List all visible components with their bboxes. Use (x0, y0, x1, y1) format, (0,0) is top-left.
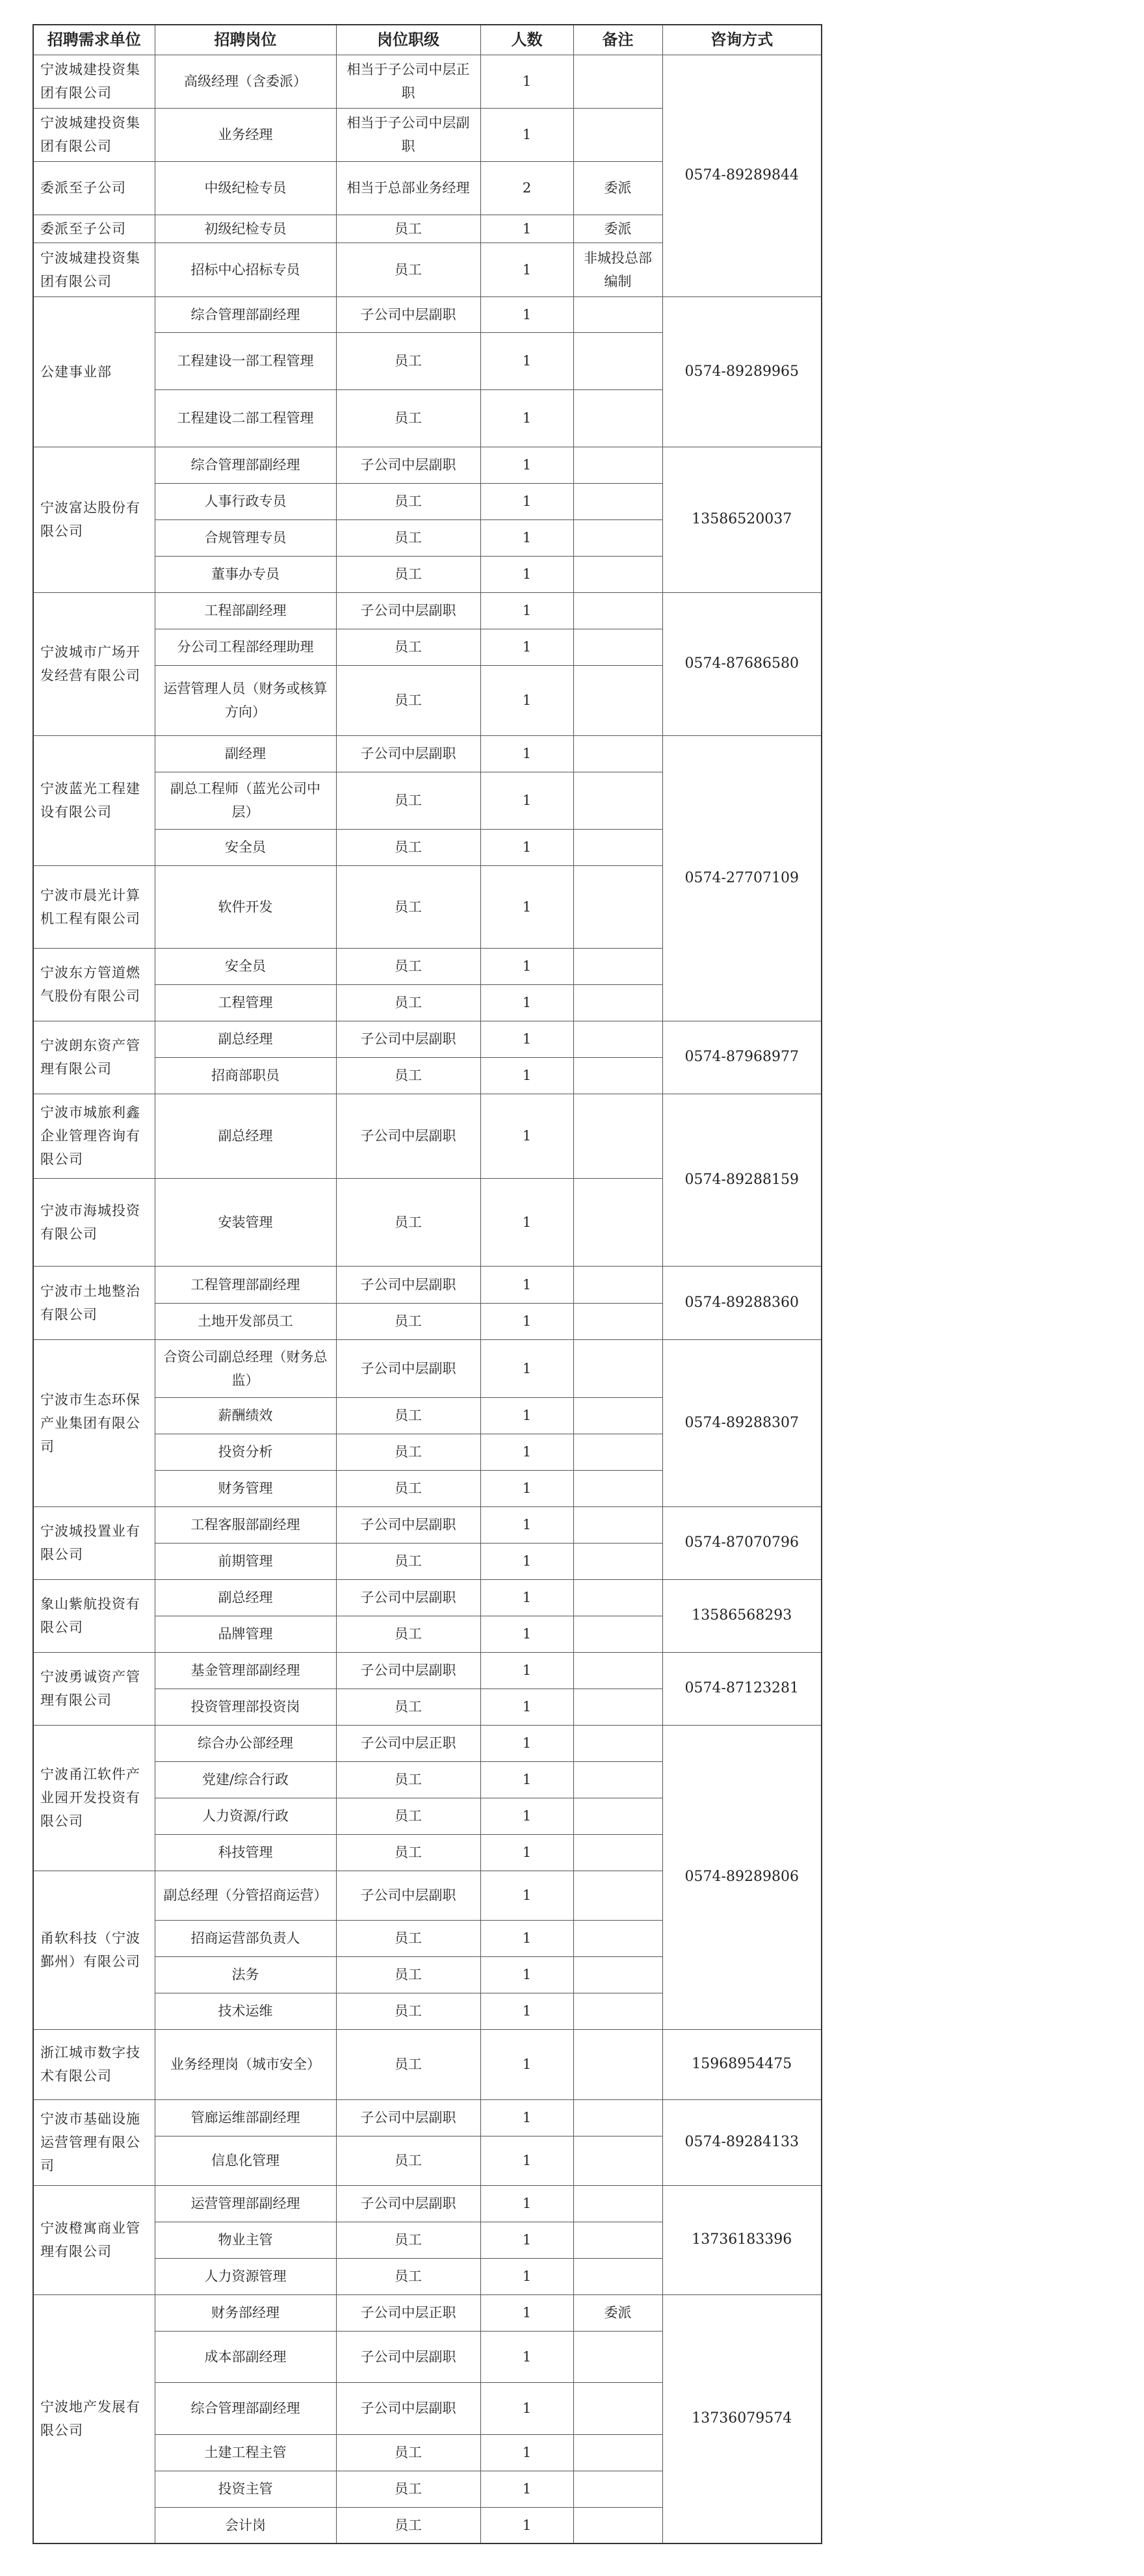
level-cell: 员工 (336, 2222, 480, 2258)
contact-cell: 13586520037 (662, 447, 822, 592)
count-cell: 1 (480, 1266, 573, 1303)
recruitment-table (32, 24, 822, 2544)
level-cell: 员工 (336, 1057, 480, 1094)
count-cell: 1 (480, 1178, 573, 1266)
level-cell: 员工 (336, 1689, 480, 1725)
level-cell: 子公司中层副职 (336, 735, 480, 772)
count-cell: 1 (480, 2258, 573, 2294)
post-cell: 综合管理部副经理 (155, 2382, 336, 2434)
unit-cell: 宁波蓝光工程建设有限公司 (33, 735, 155, 865)
post-cell: 分公司工程部经理助理 (155, 629, 336, 665)
post-cell: 成本部副经理 (155, 2331, 336, 2382)
table-row (33, 2029, 822, 2099)
level-cell: 员工 (336, 1303, 480, 1339)
contact-cell: 0574-27707109 (662, 735, 822, 1021)
note-cell (573, 1920, 662, 1956)
count-cell: 1 (480, 1616, 573, 1652)
unit-cell: 宁波勇诚资产管理有限公司 (33, 1652, 155, 1725)
note-cell (573, 1616, 662, 1652)
level-cell: 子公司中层副职 (336, 1339, 480, 1397)
note-cell (573, 1266, 662, 1303)
unit-cell: 委派至子公司 (33, 215, 155, 243)
post-cell: 工程部副经理 (155, 592, 336, 629)
count-cell: 1 (480, 2099, 573, 2136)
note-cell (573, 389, 662, 447)
post-cell: 副总经理 (155, 1021, 336, 1057)
note-cell (573, 447, 662, 483)
post-cell: 信息化管理 (155, 2136, 336, 2185)
post-cell: 财务管理 (155, 1470, 336, 1506)
count-cell: 1 (480, 1956, 573, 1993)
table-row (33, 1652, 822, 1689)
note-cell: 委派 (573, 161, 662, 215)
contact-cell: 0574-89288307 (662, 1339, 822, 1506)
note-cell (573, 1579, 662, 1616)
post-cell: 土建工程主管 (155, 2434, 336, 2471)
note-cell (573, 1798, 662, 1834)
note-cell (573, 108, 662, 161)
unit-cell: 宁波地产发展有限公司 (33, 2294, 155, 2543)
level-cell: 子公司中层副职 (336, 2331, 480, 2382)
count-cell: 1 (480, 984, 573, 1021)
count-cell: 1 (480, 1021, 573, 1057)
post-cell: 人力资源管理 (155, 2258, 336, 2294)
count-cell: 1 (480, 2434, 573, 2471)
unit-cell: 公建事业部 (33, 296, 155, 447)
post-cell: 综合管理部副经理 (155, 296, 336, 332)
contact-cell: 0574-89288360 (662, 1266, 822, 1339)
level-cell: 员工 (336, 1397, 480, 1434)
note-cell (573, 2136, 662, 2185)
unit-cell: 甬软科技（宁波鄞州）有限公司 (33, 1871, 155, 2029)
header-count: 人数 (480, 25, 573, 55)
count-cell: 1 (480, 2507, 573, 2543)
post-cell: 人事行政专员 (155, 483, 336, 519)
count-cell: 1 (480, 1094, 573, 1178)
level-cell: 员工 (336, 332, 480, 389)
level-cell: 员工 (336, 556, 480, 592)
table-row (33, 447, 822, 483)
post-cell: 合资公司副总经理（财务总监） (155, 1339, 336, 1397)
count-cell: 1 (480, 556, 573, 592)
note-cell (573, 1339, 662, 1397)
level-cell: 员工 (336, 772, 480, 829)
note-cell (573, 665, 662, 735)
count-cell: 1 (480, 2294, 573, 2331)
unit-cell: 宁波市生态环保产业集团有限公司 (33, 1339, 155, 1506)
note-cell (573, 519, 662, 556)
contact-cell: 15968954475 (662, 2029, 822, 2099)
count-cell: 1 (480, 2136, 573, 2185)
post-cell: 初级纪检专员 (155, 215, 336, 243)
post-cell: 工程建设一部工程管理 (155, 332, 336, 389)
note-cell: 非城投总部编制 (573, 243, 662, 296)
level-cell: 相当于子公司中层副职 (336, 108, 480, 161)
level-cell: 相当于总部业务经理 (336, 161, 480, 215)
note-cell (573, 55, 662, 108)
level-cell: 员工 (336, 1834, 480, 1871)
post-cell: 薪酬绩效 (155, 1397, 336, 1434)
count-cell: 1 (480, 1920, 573, 1956)
level-cell: 员工 (336, 2258, 480, 2294)
count-cell: 1 (480, 1579, 573, 1616)
count-cell: 1 (480, 215, 573, 243)
contact-cell: 13736079574 (662, 2294, 822, 2543)
count-cell: 1 (480, 1993, 573, 2029)
unit-cell: 宁波朗东资产管理有限公司 (33, 1021, 155, 1094)
unit-cell: 宁波市晨光计算机工程有限公司 (33, 865, 155, 948)
note-cell (573, 2471, 662, 2507)
level-cell: 子公司中层副职 (336, 1021, 480, 1057)
table-row (33, 296, 822, 332)
table-row (33, 1579, 822, 1616)
post-cell: 安全员 (155, 829, 336, 865)
post-cell: 副总工程师（蓝光公司中层） (155, 772, 336, 829)
note-cell (573, 1834, 662, 1871)
count-cell: 1 (480, 389, 573, 447)
count-cell: 1 (480, 447, 573, 483)
note-cell (573, 1094, 662, 1178)
post-cell: 运营管理部副经理 (155, 2185, 336, 2222)
unit-cell: 委派至子公司 (33, 161, 155, 215)
post-cell: 土地开发部员工 (155, 1303, 336, 1339)
unit-cell: 宁波富达股份有限公司 (33, 447, 155, 592)
level-cell: 子公司中层副职 (336, 296, 480, 332)
post-cell: 会计岗 (155, 2507, 336, 2543)
level-cell: 子公司中层副职 (336, 1266, 480, 1303)
post-cell: 副总经理 (155, 1579, 336, 1616)
count-cell: 1 (480, 2222, 573, 2258)
table-row (33, 1725, 822, 1761)
count-cell: 1 (480, 1506, 573, 1543)
count-cell: 1 (480, 1339, 573, 1397)
level-cell: 员工 (336, 243, 480, 296)
count-cell: 1 (480, 243, 573, 296)
count-cell: 1 (480, 519, 573, 556)
table-row (33, 2294, 822, 2331)
count-cell: 1 (480, 332, 573, 389)
post-cell: 业务经理岗（城市安全） (155, 2029, 336, 2099)
post-cell: 合规管理专员 (155, 519, 336, 556)
unit-cell: 宁波市基础设施运营管理有限公司 (33, 2099, 155, 2185)
count-cell: 1 (480, 296, 573, 332)
post-cell: 综合管理部副经理 (155, 447, 336, 483)
contact-cell: 0574-87686580 (662, 592, 822, 735)
level-cell: 员工 (336, 2471, 480, 2507)
level-cell: 员工 (336, 389, 480, 447)
post-cell: 副总经理（分管招商运营） (155, 1871, 336, 1920)
post-cell: 中级纪检专员 (155, 161, 336, 215)
level-cell: 员工 (336, 1956, 480, 1993)
unit-cell: 宁波市海城投资有限公司 (33, 1178, 155, 1266)
level-cell: 员工 (336, 215, 480, 243)
count-cell: 1 (480, 483, 573, 519)
note-cell (573, 2434, 662, 2471)
level-cell: 子公司中层副职 (336, 447, 480, 483)
table-row (33, 2099, 822, 2136)
count-cell: 1 (480, 772, 573, 829)
level-cell: 员工 (336, 483, 480, 519)
note-cell (573, 1303, 662, 1339)
note-cell (573, 2185, 662, 2222)
header-post: 招聘岗位 (155, 25, 336, 55)
contact-cell: 0574-89289844 (662, 55, 822, 296)
level-cell: 员工 (336, 1993, 480, 2029)
note-cell (573, 592, 662, 629)
note-cell (573, 296, 662, 332)
post-cell: 高级经理（含委派） (155, 55, 336, 108)
note-cell: 委派 (573, 215, 662, 243)
level-cell: 子公司中层正职 (336, 2294, 480, 2331)
note-cell (573, 1397, 662, 1434)
level-cell: 员工 (336, 1543, 480, 1579)
contact-cell: 0574-87968977 (662, 1021, 822, 1094)
table-row (33, 55, 822, 108)
count-cell: 1 (480, 629, 573, 665)
post-cell: 技术运维 (155, 1993, 336, 2029)
header-note: 备注 (573, 25, 662, 55)
post-cell: 招商运营部负责人 (155, 1920, 336, 1956)
level-cell: 员工 (336, 519, 480, 556)
header-level: 岗位职级 (336, 25, 480, 55)
post-cell: 法务 (155, 1956, 336, 1993)
count-cell: 1 (480, 108, 573, 161)
count-cell: 1 (480, 1725, 573, 1761)
post-cell: 投资主管 (155, 2471, 336, 2507)
level-cell: 员工 (336, 2434, 480, 2471)
contact-cell: 0574-89289965 (662, 296, 822, 447)
level-cell: 员工 (336, 865, 480, 948)
unit-cell: 象山紫航投资有限公司 (33, 1579, 155, 1652)
note-cell (573, 829, 662, 865)
unit-cell: 宁波橙寓商业管理有限公司 (33, 2185, 155, 2294)
header-row (33, 25, 822, 55)
unit-cell: 宁波市土地整治有限公司 (33, 1266, 155, 1339)
level-cell: 子公司中层副职 (336, 1652, 480, 1689)
count-cell: 1 (480, 1798, 573, 1834)
post-cell: 软件开发 (155, 865, 336, 948)
post-cell: 业务经理 (155, 108, 336, 161)
unit-cell: 宁波甬江软件产业园开发投资有限公司 (33, 1725, 155, 1871)
post-cell: 前期管理 (155, 1543, 336, 1579)
contact-cell: 0574-87123281 (662, 1652, 822, 1725)
count-cell: 1 (480, 829, 573, 865)
count-cell: 1 (480, 1689, 573, 1725)
count-cell: 2 (480, 161, 573, 215)
unit-cell: 宁波城建投资集团有限公司 (33, 243, 155, 296)
post-cell: 工程管理部副经理 (155, 1266, 336, 1303)
note-cell (573, 735, 662, 772)
contact-cell: 0574-89288159 (662, 1094, 822, 1266)
contact-cell: 0574-89289806 (662, 1725, 822, 2029)
table-row (33, 1339, 822, 1397)
post-cell: 副总经理 (155, 1094, 336, 1178)
count-cell: 1 (480, 55, 573, 108)
note-cell (573, 2258, 662, 2294)
post-cell: 基金管理部副经理 (155, 1652, 336, 1689)
header-contact: 咨询方式 (662, 25, 822, 55)
count-cell: 1 (480, 665, 573, 735)
table-row (33, 1506, 822, 1543)
note-cell (573, 1057, 662, 1094)
table-row (33, 592, 822, 629)
post-cell: 工程客服部副经理 (155, 1506, 336, 1543)
post-cell: 人力资源/行政 (155, 1798, 336, 1834)
level-cell: 子公司中层副职 (336, 592, 480, 629)
level-cell: 子公司中层副职 (336, 2185, 480, 2222)
count-cell: 1 (480, 592, 573, 629)
count-cell: 1 (480, 2382, 573, 2434)
post-cell: 安装管理 (155, 1178, 336, 1266)
level-cell: 子公司中层副职 (336, 2382, 480, 2434)
post-cell: 招商部职员 (155, 1057, 336, 1094)
count-cell: 1 (480, 1652, 573, 1689)
count-cell: 1 (480, 2471, 573, 2507)
note-cell (573, 332, 662, 389)
note-cell (573, 1725, 662, 1761)
level-cell: 员工 (336, 1178, 480, 1266)
note-cell (573, 1652, 662, 1689)
post-cell: 工程管理 (155, 984, 336, 1021)
table-row (33, 1094, 822, 1178)
note-cell (573, 2382, 662, 2434)
unit-cell: 宁波东方管道燃气股份有限公司 (33, 948, 155, 1021)
level-cell: 员工 (336, 2029, 480, 2099)
contact-cell: 13586568293 (662, 1579, 822, 1652)
note-cell (573, 772, 662, 829)
post-cell: 工程建设二部工程管理 (155, 389, 336, 447)
level-cell: 员工 (336, 1761, 480, 1798)
post-cell: 物业主管 (155, 2222, 336, 2258)
level-cell: 员工 (336, 665, 480, 735)
note-cell (573, 1506, 662, 1543)
count-cell: 1 (480, 735, 573, 772)
count-cell: 1 (480, 1303, 573, 1339)
count-cell: 1 (480, 1057, 573, 1094)
post-cell: 运营管理人员（财务或核算方向） (155, 665, 336, 735)
contact-cell: 0574-87070796 (662, 1506, 822, 1579)
note-cell (573, 1021, 662, 1057)
level-cell: 员工 (336, 1470, 480, 1506)
note-cell (573, 629, 662, 665)
note-cell (573, 1993, 662, 2029)
note-cell (573, 984, 662, 1021)
count-cell: 1 (480, 1871, 573, 1920)
count-cell: 1 (480, 1434, 573, 1470)
note-cell (573, 1543, 662, 1579)
table-row (33, 1266, 822, 1303)
note-cell (573, 1761, 662, 1798)
note-cell (573, 1178, 662, 1266)
unit-cell: 宁波城投置业有限公司 (33, 1506, 155, 1579)
note-cell (573, 483, 662, 519)
count-cell: 1 (480, 1834, 573, 1871)
contact-cell: 0574-89284133 (662, 2099, 822, 2185)
count-cell: 1 (480, 2029, 573, 2099)
note-cell (573, 2029, 662, 2099)
unit-cell: 宁波城市广场开发经营有限公司 (33, 592, 155, 735)
post-cell: 安全员 (155, 948, 336, 984)
count-cell: 1 (480, 1470, 573, 1506)
note-cell (573, 2099, 662, 2136)
post-cell: 品牌管理 (155, 1616, 336, 1652)
level-cell: 员工 (336, 2507, 480, 2543)
note-cell (573, 2507, 662, 2543)
level-cell: 员工 (336, 2136, 480, 2185)
count-cell: 1 (480, 1761, 573, 1798)
contact-cell: 13736183396 (662, 2185, 822, 2294)
level-cell: 子公司中层副职 (336, 1579, 480, 1616)
unit-cell: 宁波城建投资集团有限公司 (33, 108, 155, 161)
level-cell: 员工 (336, 1616, 480, 1652)
level-cell: 相当于子公司中层正职 (336, 55, 480, 108)
level-cell: 员工 (336, 629, 480, 665)
level-cell: 员工 (336, 1434, 480, 1470)
table-row (33, 2185, 822, 2222)
note-cell (573, 1871, 662, 1920)
note-cell (573, 948, 662, 984)
post-cell: 管廊运维部副经理 (155, 2099, 336, 2136)
count-cell: 1 (480, 2331, 573, 2382)
note-cell (573, 1434, 662, 1470)
note-cell (573, 2222, 662, 2258)
table-row (33, 1021, 822, 1057)
level-cell: 员工 (336, 984, 480, 1021)
level-cell: 员工 (336, 829, 480, 865)
note-cell (573, 1689, 662, 1725)
unit-cell: 宁波市城旅利鑫企业管理咨询有限公司 (33, 1094, 155, 1178)
unit-cell: 浙江城市数字技术有限公司 (33, 2029, 155, 2099)
count-cell: 1 (480, 865, 573, 948)
level-cell: 子公司中层副职 (336, 1871, 480, 1920)
level-cell: 子公司中层副职 (336, 1506, 480, 1543)
post-cell: 财务部经理 (155, 2294, 336, 2331)
post-cell: 党建/综合行政 (155, 1761, 336, 1798)
post-cell: 科技管理 (155, 1834, 336, 1871)
post-cell: 综合办公部经理 (155, 1725, 336, 1761)
note-cell: 委派 (573, 2294, 662, 2331)
post-cell: 副经理 (155, 735, 336, 772)
header-unit: 招聘需求单位 (33, 25, 155, 55)
level-cell: 员工 (336, 1798, 480, 1834)
level-cell: 员工 (336, 1920, 480, 1956)
table-row (33, 735, 822, 772)
level-cell: 子公司中层正职 (336, 1725, 480, 1761)
note-cell (573, 2331, 662, 2382)
count-cell: 1 (480, 2185, 573, 2222)
post-cell: 投资分析 (155, 1434, 336, 1470)
post-cell: 投资管理部投资岗 (155, 1689, 336, 1725)
unit-cell: 宁波城建投资集团有限公司 (33, 55, 155, 108)
note-cell (573, 1956, 662, 1993)
post-cell: 董事办专员 (155, 556, 336, 592)
note-cell (573, 1470, 662, 1506)
level-cell: 子公司中层副职 (336, 1094, 480, 1178)
note-cell (573, 865, 662, 948)
post-cell: 招标中心招标专员 (155, 243, 336, 296)
count-cell: 1 (480, 948, 573, 984)
count-cell: 1 (480, 1397, 573, 1434)
level-cell: 子公司中层副职 (336, 2099, 480, 2136)
count-cell: 1 (480, 1543, 573, 1579)
level-cell: 员工 (336, 948, 480, 984)
note-cell (573, 556, 662, 592)
